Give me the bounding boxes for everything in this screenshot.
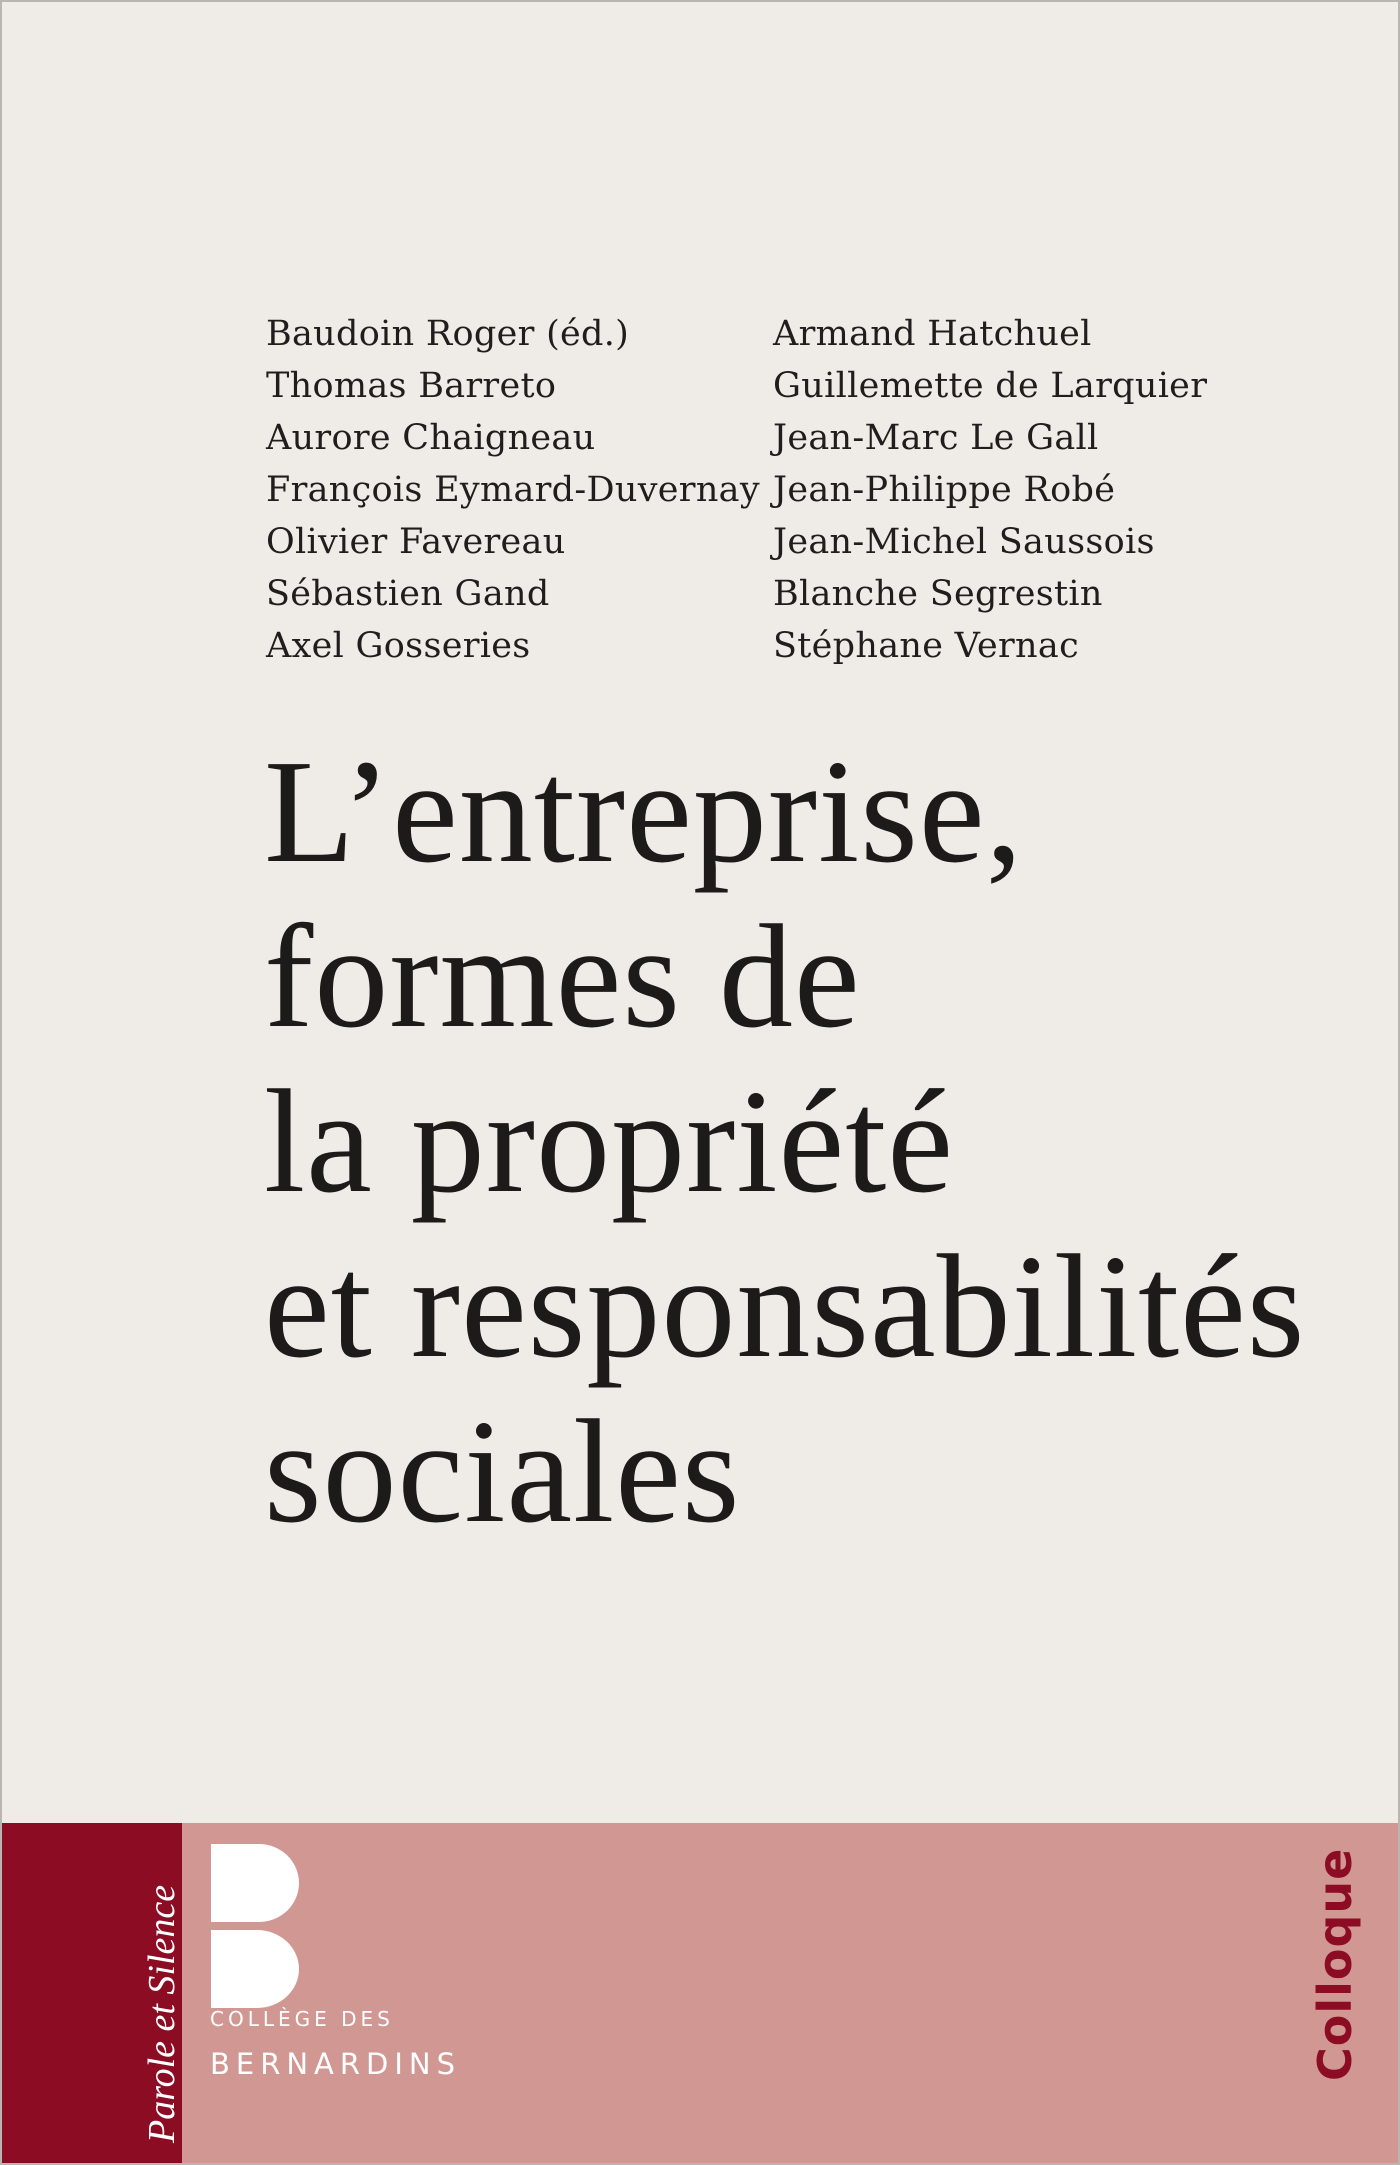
- author-name: Axel Gosseries: [266, 626, 531, 666]
- collection-name: Parole et Silence: [141, 1884, 183, 2143]
- author-name: Sébastien Gand: [266, 574, 550, 614]
- author-name: Aurore Chaigneau: [266, 418, 596, 458]
- author-name: Jean-Michel Saussois: [773, 522, 1155, 562]
- author-name: François Eymard-Duvernay: [266, 470, 760, 510]
- publisher-band: [0, 1823, 1400, 2165]
- title-line: L’entreprise,: [264, 730, 1024, 894]
- book-title: [264, 730, 1384, 1555]
- title-line: formes de: [264, 895, 861, 1059]
- author-name: Olivier Favereau: [266, 522, 566, 562]
- author-name: Guillemette de Larquier: [773, 366, 1208, 406]
- author-name: Thomas Barreto: [266, 366, 557, 406]
- letter-b-logo-icon: [211, 1844, 299, 2008]
- author-name: Jean-Philippe Robé: [773, 470, 1116, 510]
- author-name: Armand Hatchuel: [773, 314, 1092, 354]
- publisher-name-line1: COLLÈGE DES: [210, 2007, 394, 2031]
- title-line: sociales: [264, 1390, 741, 1554]
- title-line: la propriété: [264, 1060, 954, 1224]
- collection-strip: [0, 1823, 182, 2165]
- author-name: Blanche Segrestin: [773, 574, 1103, 614]
- title-line: et responsabilités: [264, 1225, 1306, 1389]
- author-name: Stéphane Vernac: [773, 626, 1079, 666]
- author-name: Baudoin Roger (éd.): [266, 314, 630, 354]
- publisher-name-line2: BERNARDINS: [210, 2047, 462, 2081]
- author-name: Jean-Marc Le Gall: [773, 418, 1099, 458]
- author-column-right: [773, 308, 1273, 672]
- author-column-left: [266, 308, 766, 672]
- series-label: Colloque: [1308, 1847, 1362, 2081]
- author-list: [266, 308, 1266, 678]
